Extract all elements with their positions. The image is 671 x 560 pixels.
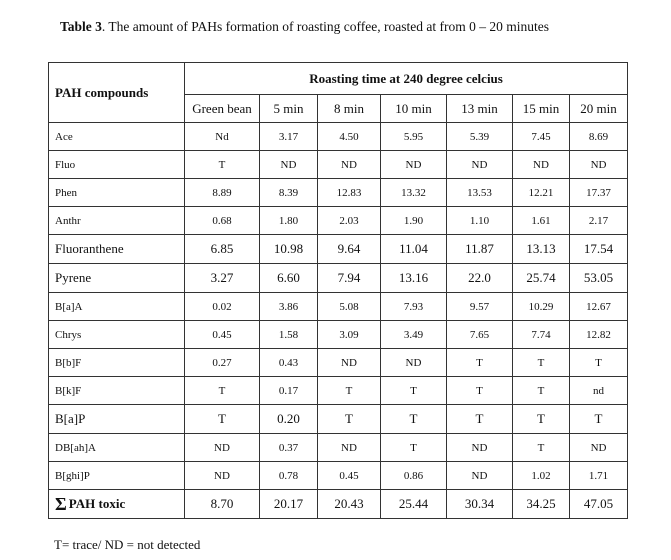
table-cell: ND (318, 349, 381, 377)
table-row (49, 321, 628, 349)
compound-name: DB[ah]A (49, 434, 185, 462)
table-cell: ND (447, 462, 513, 490)
table-cell: T (513, 405, 570, 434)
compound-name: Pyrene (49, 264, 185, 293)
table-cell: ND (570, 151, 628, 179)
table-cell: 0.27 (185, 349, 260, 377)
table-cell: 8.39 (260, 179, 318, 207)
table-cell: ND (260, 151, 318, 179)
column-header: 20 min (570, 95, 628, 123)
table-cell: 0.86 (381, 462, 447, 490)
table-row (49, 264, 628, 293)
table-cell: 9.64 (318, 235, 381, 264)
table-cell: T (570, 349, 628, 377)
table-cell: 5.08 (318, 293, 381, 321)
compound-name: Chrys (49, 321, 185, 349)
table-cell: 7.93 (381, 293, 447, 321)
table-cell: 1.02 (513, 462, 570, 490)
table-cell: T (318, 405, 381, 434)
compound-name: B[ghi]P (49, 462, 185, 490)
table-cell: 7.65 (447, 321, 513, 349)
table-cell: 7.45 (513, 123, 570, 151)
table-row (49, 349, 628, 377)
column-header: 13 min (447, 95, 513, 123)
table-row (49, 179, 628, 207)
table-cell: 0.45 (185, 321, 260, 349)
table-caption (60, 19, 549, 35)
table-cell: 2.03 (318, 207, 381, 235)
table-cell: ND (447, 434, 513, 462)
compound-name: B[b]F (49, 349, 185, 377)
total-cell: 20.17 (260, 490, 318, 519)
table-cell: 1.71 (570, 462, 628, 490)
table-cell: 3.09 (318, 321, 381, 349)
table-cell: T (447, 405, 513, 434)
table-row (49, 235, 628, 264)
table-cell: ND (381, 349, 447, 377)
table-cell: 5.95 (381, 123, 447, 151)
table-caption-label: Table 3 (60, 19, 102, 34)
table-cell: 0.20 (260, 405, 318, 434)
table-cell: ND (318, 434, 381, 462)
table-cell: 12.83 (318, 179, 381, 207)
table-cell: 5.39 (447, 123, 513, 151)
table-cell: 4.50 (318, 123, 381, 151)
table-row (49, 377, 628, 405)
table-cell: 1.58 (260, 321, 318, 349)
table-cell: 0.43 (260, 349, 318, 377)
corner-header: PAH compounds (49, 63, 185, 123)
table-cell: ND (185, 434, 260, 462)
table-cell: 3.49 (381, 321, 447, 349)
table-cell: ND (185, 462, 260, 490)
table-row (49, 293, 628, 321)
table-cell: 6.60 (260, 264, 318, 293)
compound-name: B[k]F (49, 377, 185, 405)
table-cell: 3.27 (185, 264, 260, 293)
total-cell: 30.34 (447, 490, 513, 519)
table-cell: 0.68 (185, 207, 260, 235)
table-cell: 1.80 (260, 207, 318, 235)
table-cell: 7.94 (318, 264, 381, 293)
table-row (49, 151, 628, 179)
roasting-time-header: Roasting time at 240 degree celcius (185, 63, 628, 95)
table-cell: 12.67 (570, 293, 628, 321)
column-header: 8 min (318, 95, 381, 123)
table-cell: T (381, 377, 447, 405)
table-cell: 6.85 (185, 235, 260, 264)
table-cell: 10.98 (260, 235, 318, 264)
table-footnote: T= trace/ ND = not detected (54, 537, 201, 552)
compound-name: Anthr (49, 207, 185, 235)
table-row (49, 207, 628, 235)
table-cell: 0.17 (260, 377, 318, 405)
table-cell: T (447, 349, 513, 377)
column-header: 10 min (381, 95, 447, 123)
table-cell: ND (381, 151, 447, 179)
table-cell: T (570, 405, 628, 434)
table-cell: 25.74 (513, 264, 570, 293)
table-cell: 7.74 (513, 321, 570, 349)
table-cell: 1.10 (447, 207, 513, 235)
table-cell: ND (570, 434, 628, 462)
sigma-symbol: Σ (55, 493, 67, 514)
table-cell: 0.37 (260, 434, 318, 462)
table-cell: 0.02 (185, 293, 260, 321)
compound-name: B[a]P (49, 405, 185, 434)
table-cell: ND (513, 151, 570, 179)
table-cell: Nd (185, 123, 260, 151)
table-caption-text: . The amount of PAHs formation of roasting coffee, roasted at from 0 – 20 minutes (101, 19, 549, 34)
table-cell: 11.04 (381, 235, 447, 264)
table-cell: T (185, 377, 260, 405)
table-cell: T (447, 377, 513, 405)
table-cell: 12.82 (570, 321, 628, 349)
table-cell: 3.17 (260, 123, 318, 151)
column-header: Green bean (185, 95, 260, 123)
compound-name: Fluo (49, 151, 185, 179)
table-cell: 53.05 (570, 264, 628, 293)
total-cell: 25.44 (381, 490, 447, 519)
table-row (49, 462, 628, 490)
column-header: 5 min (260, 95, 318, 123)
table-cell: 17.37 (570, 179, 628, 207)
total-cell: 20.43 (318, 490, 381, 519)
table-cell: T (381, 405, 447, 434)
table-cell: T (318, 377, 381, 405)
table-cell: 13.16 (381, 264, 447, 293)
table-cell: 10.29 (513, 293, 570, 321)
compound-name: Phen (49, 179, 185, 207)
table-cell: 17.54 (570, 235, 628, 264)
table-cell: 8.69 (570, 123, 628, 151)
table-cell: T (513, 349, 570, 377)
table-cell: T (185, 405, 260, 434)
compound-name: Fluoranthene (49, 235, 185, 264)
compound-name: Ace (49, 123, 185, 151)
compound-name: B[a]A (49, 293, 185, 321)
table-cell: T (513, 377, 570, 405)
total-cell: 34.25 (513, 490, 570, 519)
table-cell: ND (318, 151, 381, 179)
table-cell: 13.53 (447, 179, 513, 207)
table-cell: 9.57 (447, 293, 513, 321)
table-cell: 22.0 (447, 264, 513, 293)
table-cell: 2.17 (570, 207, 628, 235)
table-cell: nd (570, 377, 628, 405)
table-cell: 13.13 (513, 235, 570, 264)
table-cell: T (381, 434, 447, 462)
total-row (49, 490, 628, 519)
table-cell: 3.86 (260, 293, 318, 321)
table-row (49, 123, 628, 151)
table-row (49, 405, 628, 434)
table-row (49, 434, 628, 462)
total-label-cell (49, 490, 185, 519)
table-cell: ND (447, 151, 513, 179)
table-cell: 1.90 (381, 207, 447, 235)
table-cell: 12.21 (513, 179, 570, 207)
total-label: PAH toxic (68, 495, 126, 511)
table-cell: 0.45 (318, 462, 381, 490)
column-header: 15 min (513, 95, 570, 123)
table-cell: T (513, 434, 570, 462)
table-cell: T (185, 151, 260, 179)
total-cell: 8.70 (185, 490, 260, 519)
total-cell: 47.05 (570, 490, 628, 519)
table-cell: 8.89 (185, 179, 260, 207)
table-cell: 11.87 (447, 235, 513, 264)
table-cell: 1.61 (513, 207, 570, 235)
table-cell: 13.32 (381, 179, 447, 207)
table-cell: 0.78 (260, 462, 318, 490)
pah-table (48, 62, 628, 519)
